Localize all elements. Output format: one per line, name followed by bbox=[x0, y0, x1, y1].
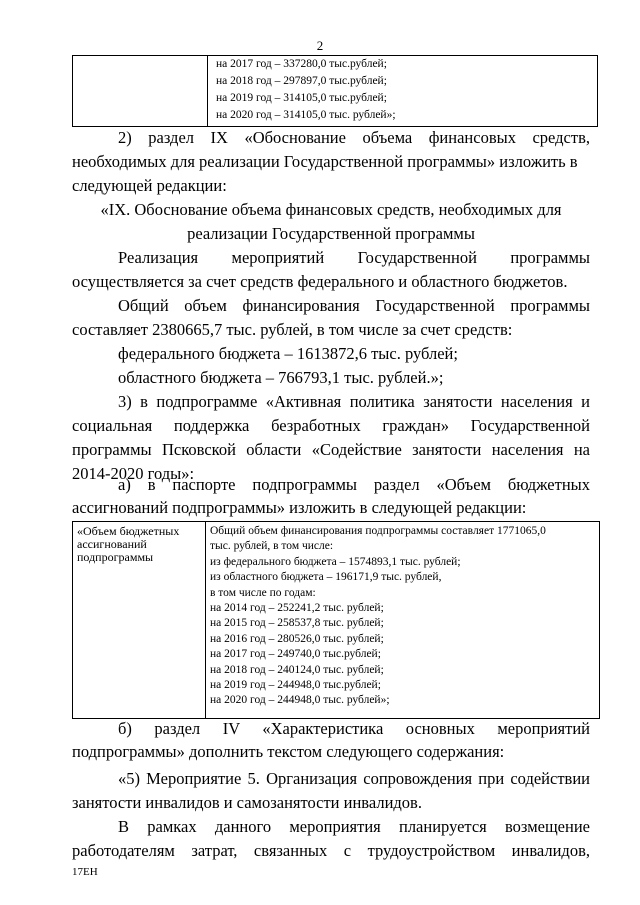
top-table-right-cell bbox=[208, 56, 598, 127]
mid-table-line: на 2015 год – 258537,8 тыс. рублей; bbox=[210, 617, 384, 630]
mid-table-line: на 2017 год – 249740,0 тыс.рублей; bbox=[210, 648, 381, 661]
para-total-line2: составляет 2380665,7 тыс. рублей, в том числе за счет средств: bbox=[72, 320, 513, 339]
para-total-line1: Общий объем финансирования Государственной программы bbox=[118, 296, 590, 315]
item-b-line2: подпрограммы» дополнить текстом следующего содержания: bbox=[72, 742, 505, 761]
mid-table-label: подпрограммы bbox=[77, 550, 154, 564]
item3a-line1: а) в паспорте подпрограммы раздел «Объем бюджетных bbox=[118, 475, 590, 494]
last-para-line2: работодателям затрат, связанных с трудоустройством инвалидов, bbox=[72, 841, 590, 860]
mid-table-line: на 2018 год – 240124,0 тыс. рублей; bbox=[210, 663, 384, 676]
subprogram-funding-table bbox=[72, 521, 600, 719]
mid-table-line: Общий объем финансирования подпрограммы составляет 1771065,0 bbox=[210, 525, 546, 537]
page-number: 2 bbox=[316, 38, 324, 53]
mid-table-label: «Объем бюджетных bbox=[77, 524, 180, 538]
item2-line2: необходимых для реализации Государственной программы» изложить в bbox=[72, 152, 578, 171]
item-b-line1: б) раздел IV «Характеристика основных мероприятий bbox=[118, 719, 590, 738]
top-table-line: на 2017 год – 337280,0 тыс.рублей; bbox=[216, 58, 387, 70]
regional-budget-line: областного бюджета – 766793,1 тыс. рублей.»; bbox=[118, 368, 444, 387]
mid-table-line: на 2014 год – 252241,2 тыс. рублей; bbox=[210, 602, 384, 615]
federal-budget-line: федерального бюджета – 1613872,6 тыс. рублей; bbox=[118, 344, 458, 363]
mid-table-line: на 2019 год – 244948,0 тыс.рублей; bbox=[210, 679, 381, 692]
item3-line4: 2014-2020 годы»: bbox=[72, 464, 195, 483]
footer-code: 17ЕН bbox=[72, 866, 98, 878]
item3-line2: социальная поддержка безработных граждан» Государственной bbox=[72, 416, 590, 435]
item3a-line2: ассигнований подпрограммы» изложить в следующей редакции: bbox=[72, 498, 527, 517]
para-impl-line1: Реализация мероприятий Государственной программы bbox=[118, 248, 590, 267]
item5-line2: занятости инвалидов и самозанятости инвалидов. bbox=[72, 793, 422, 812]
para-impl-line2: осуществляется за счет средств федерального и областного бюджетов. bbox=[72, 272, 568, 291]
item2-line3: следующей редакции: bbox=[72, 176, 227, 195]
item3-line1: 3) в подпрограмме «Активная политика занятости населения и bbox=[118, 392, 590, 411]
mid-table-line: из федерального бюджета – 1574893,1 тыс. рублей; bbox=[210, 555, 461, 568]
heading-line1: «IX. Обоснование объема финансовых средств, необходимых для bbox=[100, 200, 562, 219]
top-table-left-cell bbox=[73, 56, 208, 127]
mid-table-left-cell bbox=[73, 522, 206, 719]
mid-table-line: на 2020 год – 244948,0 тыс. рублей»; bbox=[210, 694, 390, 707]
item2-line1: 2) раздел IX «Обоснование объема финансовых средств, bbox=[118, 128, 590, 147]
top-table-line: на 2020 год – 314105,0 тыс. рублей»; bbox=[216, 109, 396, 121]
mid-table-line: из областного бюджета – 196171,9 тыс. рублей, bbox=[210, 571, 442, 584]
mid-table-line: в том числе по годам: bbox=[210, 586, 316, 599]
last-para-line1: В рамках данного мероприятия планируется возмещение bbox=[118, 817, 590, 836]
mid-table-label: ассигнований bbox=[77, 537, 147, 551]
top-table-line: на 2018 год – 297897,0 тыс.рублей; bbox=[216, 75, 387, 87]
mid-table-line: на 2016 год – 280526,0 тыс. рублей; bbox=[210, 632, 384, 645]
heading-line2: реализации Государственной программы bbox=[187, 224, 475, 243]
mid-table-right-cell bbox=[206, 522, 600, 719]
item5-line1: «5) Мероприятие 5. Организация сопровождения при содействии bbox=[118, 769, 590, 788]
top-table-line: на 2019 год – 314105,0 тыс.рублей; bbox=[216, 92, 387, 104]
mid-table-line: тыс. рублей, в том числе: bbox=[210, 540, 334, 553]
top-funding-table bbox=[72, 55, 598, 127]
item3-line3: программы Псковской области «Содействие занятости населения на bbox=[72, 440, 590, 459]
